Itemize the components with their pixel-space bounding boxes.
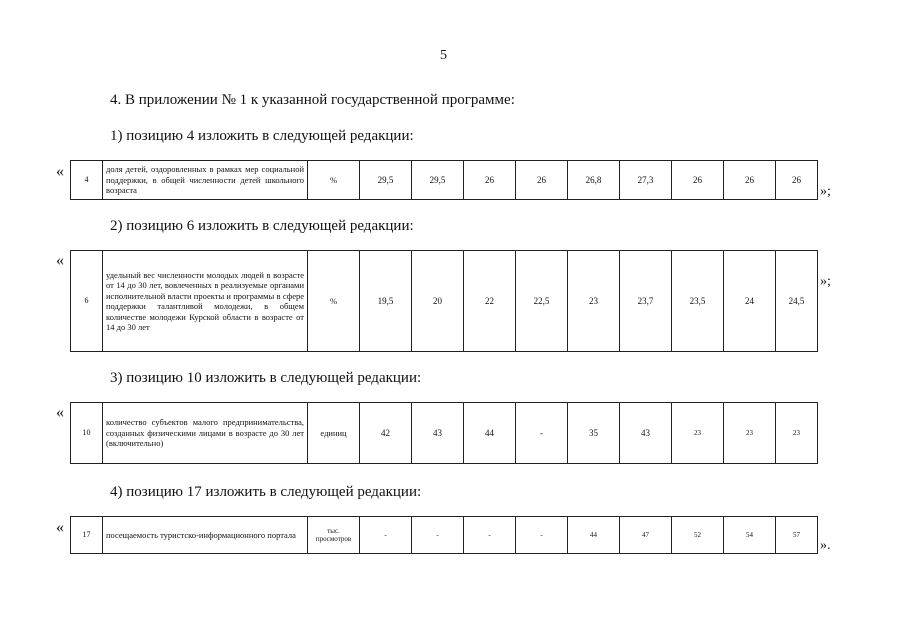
page-number: 5 [440, 48, 447, 63]
row-unit: % [308, 161, 360, 200]
row-number: 6 [71, 251, 103, 352]
row-value: 24 [724, 251, 776, 352]
row-value: - [360, 517, 412, 554]
row-value: 57 [776, 517, 818, 554]
row-description: посещаемость туристско-информационного портала [103, 517, 308, 554]
row-value: 26 [464, 161, 516, 200]
row-unit: единиц [308, 403, 360, 464]
table-row [71, 517, 818, 554]
row-value: 44 [568, 517, 620, 554]
row-description: количество субъектов малого предпринимательства, созданных физическими лицами в возрасте до 30 лет (включительно) [103, 403, 308, 464]
position-4-table [70, 160, 818, 200]
instruction-position-17: 4) позицию 17 изложить в следующей редакции: [110, 484, 422, 500]
row-unit: % [308, 251, 360, 352]
row-number: 10 [71, 403, 103, 464]
row-value: 26 [724, 161, 776, 200]
row-value: 20 [412, 251, 464, 352]
row-value: 23 [776, 403, 818, 464]
row-value: 23,7 [620, 251, 672, 352]
open-quote: « [56, 252, 64, 269]
row-description: доля детей, оздоровленных в рамках мер социальной поддержки, в общей численности детей школьного возраста [103, 161, 308, 200]
row-value: 19,5 [360, 251, 412, 352]
closing-quote: »; [820, 184, 831, 199]
row-value: 29,5 [360, 161, 412, 200]
open-quote: « [56, 404, 64, 421]
row-value: - [516, 517, 568, 554]
position-17-table [70, 516, 818, 554]
table-row [71, 161, 818, 200]
row-value: 43 [412, 403, 464, 464]
row-value: 26 [672, 161, 724, 200]
open-quote: « [56, 519, 64, 536]
row-value: - [412, 517, 464, 554]
position-6-table [70, 250, 818, 352]
row-value: 26,8 [568, 161, 620, 200]
closing-quote: »; [820, 274, 831, 289]
row-value: 44 [464, 403, 516, 464]
row-value: 54 [724, 517, 776, 554]
open-quote: « [56, 163, 64, 180]
row-value: 23,5 [672, 251, 724, 352]
row-number: 17 [71, 517, 103, 554]
instruction-position-4: 1) позицию 4 изложить в следующей редакции: [110, 128, 414, 144]
row-number: 4 [71, 161, 103, 200]
row-value: 52 [672, 517, 724, 554]
position-10-table [70, 402, 818, 464]
row-value: 29,5 [412, 161, 464, 200]
closing-quote: ». [820, 538, 831, 553]
row-value: 35 [568, 403, 620, 464]
row-value: 43 [620, 403, 672, 464]
row-value: 23 [672, 403, 724, 464]
row-value: 42 [360, 403, 412, 464]
row-value: 23 [568, 251, 620, 352]
row-value: - [516, 403, 568, 464]
row-unit: тыс. просмотров [308, 517, 360, 554]
instruction-position-10: 3) позицию 10 изложить в следующей редакции: [110, 370, 422, 386]
row-value: 26 [776, 161, 818, 200]
row-description: удельный вес численности молодых людей в возрасте от 14 до 30 лет, вовлеченных в реализуемые органами исполнительной власти проекты и программы в сфере поддержки талантливой молодежи, в общем количестве молодежи Курской области в возрасте от 14 до 30 лет [103, 251, 308, 352]
row-value: 22,5 [516, 251, 568, 352]
row-value: 26 [516, 161, 568, 200]
row-value: - [464, 517, 516, 554]
table-row [71, 403, 818, 464]
table-row [71, 251, 818, 352]
row-value: 23 [724, 403, 776, 464]
row-value: 22 [464, 251, 516, 352]
instruction-position-6: 2) позицию 6 изложить в следующей редакции: [110, 218, 414, 234]
row-value: 47 [620, 517, 672, 554]
row-value: 27,3 [620, 161, 672, 200]
section-heading: 4. В приложении № 1 к указанной государственной программе: [110, 92, 515, 108]
row-value: 24,5 [776, 251, 818, 352]
